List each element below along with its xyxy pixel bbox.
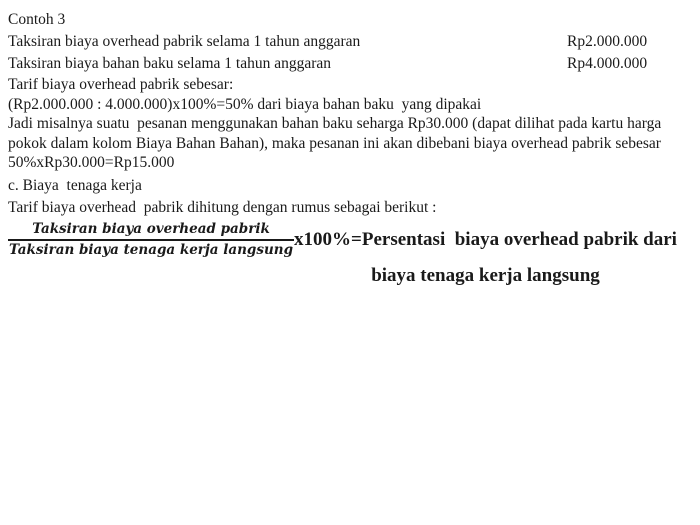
example-line: Jadi misalnya suatu pesanan menggunakan bahan baku seharga Rp30.000 (dapat dilihat pada kartu harga	[8, 115, 662, 132]
formula-result	[294, 229, 677, 287]
formula-intro: Tarif biaya overhead pabrik dihitung dengan rumus sebagai berikut :	[8, 198, 437, 216]
budget-value: Rp4.000.000	[567, 55, 648, 72]
fraction-denominator: Taksiran biaya tenaga kerja langsung	[9, 241, 294, 258]
budget-value: Rp2.000.000	[567, 33, 648, 50]
budget-label: Taksiran biaya overhead pabrik selama 1 tahun anggaran	[8, 33, 361, 50]
formula-result-line1: x100%=Persentasi biaya overhead pabrik dari	[294, 228, 677, 250]
tarif-calculation: (Rp2.000.000 : 4.000.000)x100%=50% dari biaya bahan baku yang dipakai	[8, 95, 482, 113]
tarif-heading: Tarif biaya overhead pabrik sebesar:	[8, 76, 234, 93]
formula-result-line2: biaya tenaga kerja langsung	[371, 264, 600, 286]
budget-label: Taksiran biaya bahan baku selama 1 tahun anggaran	[8, 55, 331, 72]
labor-cost-section	[8, 175, 692, 219]
example-line: pokok dalam kolom Biaya Bahan Bahan), maka pesanan ini akan dibebani biaya overhead pabrik sebesar	[8, 134, 661, 152]
fraction-numerator: Taksiran biaya overhead pabrik	[32, 220, 270, 237]
section-c-heading: c. Biaya tenaga kerja	[8, 176, 142, 194]
tarif-section	[8, 75, 692, 173]
formula-fraction	[8, 221, 294, 258]
example-line: 50%xRp30.000=Rp15.000	[8, 154, 175, 171]
budget-row	[8, 31, 692, 53]
fraction-bar	[8, 239, 294, 241]
budget-section	[8, 9, 692, 75]
overhead-rate-formula	[8, 221, 692, 287]
budget-row	[8, 53, 692, 75]
page-title: Contoh 3	[8, 11, 66, 28]
